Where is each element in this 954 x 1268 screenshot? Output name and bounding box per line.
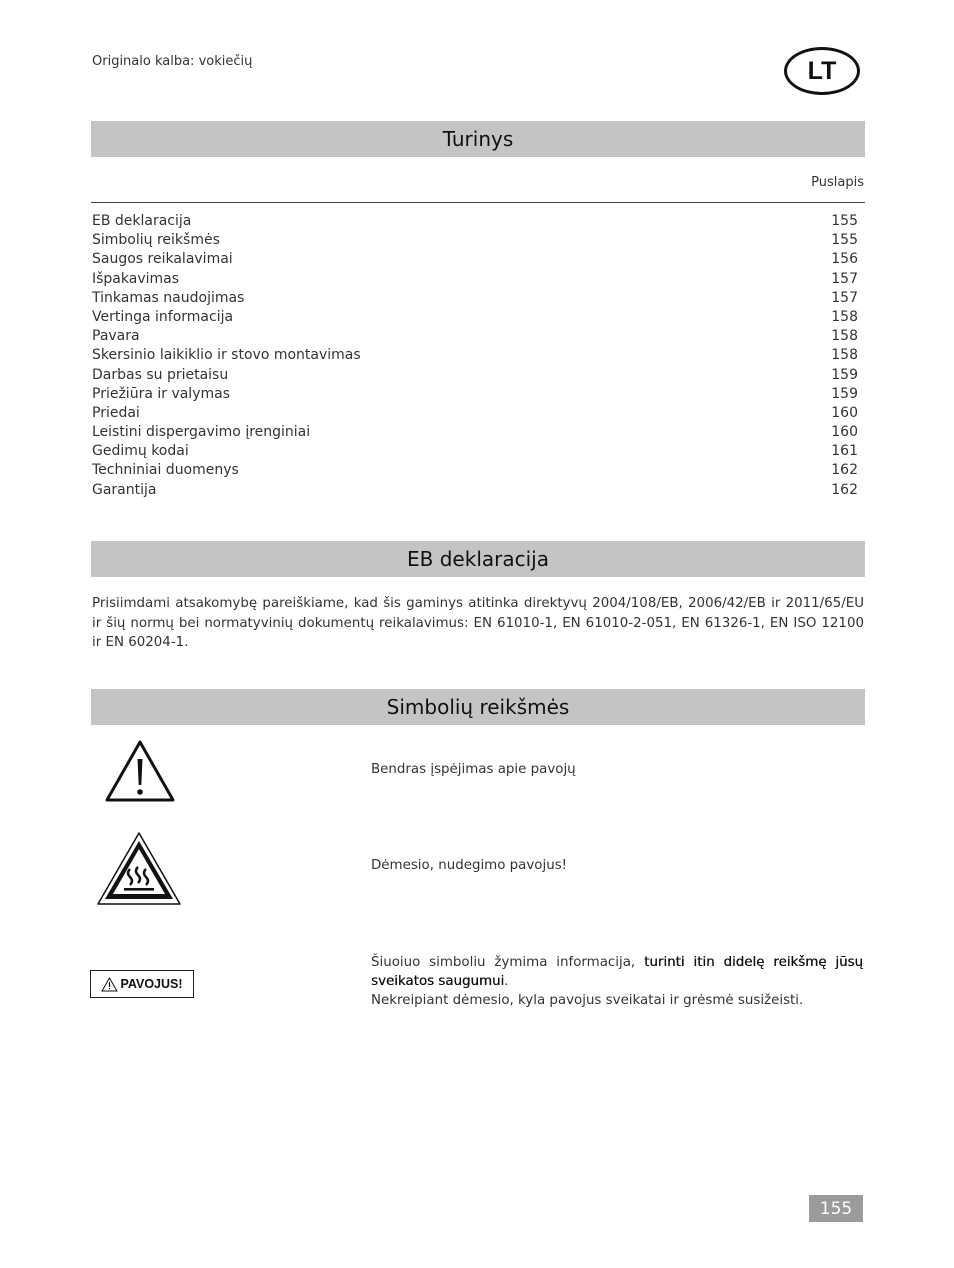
- eb-heading: EB deklaracija: [91, 541, 865, 577]
- toc-entry: [92, 442, 858, 461]
- warning-triangle-icon: [104, 739, 176, 803]
- toc-entry: [92, 366, 858, 385]
- toc-entry-page: 158: [831, 347, 858, 364]
- toc-entry-label: Išpakavimas: [92, 270, 180, 287]
- danger-text-part2: .: [504, 974, 509, 989]
- page-number: 155: [809, 1195, 863, 1222]
- toc-entry-label: Saugos reikalavimai: [92, 251, 233, 268]
- toc-entry: [92, 461, 858, 480]
- toc-entry: [92, 212, 858, 231]
- table-of-contents: [92, 212, 858, 500]
- language-badge: LT: [784, 47, 860, 95]
- danger-label-text: PAVOJUS!: [120, 977, 183, 991]
- toc-entry-page: 158: [831, 308, 858, 325]
- danger-label: [90, 970, 194, 998]
- toc-entry-page: 157: [831, 270, 858, 287]
- hot-surface-icon: [97, 832, 181, 906]
- toc-entry: [92, 308, 858, 327]
- toc-entry: [92, 289, 858, 308]
- toc-entry-page: 155: [831, 232, 858, 249]
- danger-text-part3: Nekreipiant dėmesio, kyla pavojus sveikatai ir grėsmė susižeisti.: [371, 993, 804, 1008]
- toc-entry-label: Techniniai duomenys: [92, 462, 239, 479]
- toc-entry-page: 160: [831, 424, 858, 441]
- symbols-heading: Simbolių reikšmės: [91, 689, 865, 725]
- toc-entry-label: Priežiūra ir valymas: [92, 385, 230, 402]
- toc-entry: [92, 423, 858, 442]
- danger-description: [371, 953, 863, 1010]
- toc-entry: [92, 250, 858, 269]
- toc-entry-label: Darbas su prietaisu: [92, 366, 229, 383]
- toc-entry-label: Leistini dispergavimo įrenginiai: [92, 424, 311, 441]
- eb-declaration-text: Prisiimdami atsakomybę pareiškiame, kad šis gaminys atitinka direktyvų 2004/108/EB, 2006/42/EB ir 2011/65/EU ir šių normų bei normatyvinių dokumentų reikalavimus: EN 61010-1, EN 61010-2-051, EN 61326-1, EN ISO 12100 ir EN 60204-1.: [92, 596, 864, 650]
- toc-entry: [92, 270, 858, 289]
- toc-entry-label: Garantija: [92, 481, 157, 498]
- toc-entry-label: Priedai: [92, 404, 140, 421]
- toc-entry-label: Gedimų kodai: [92, 443, 189, 460]
- danger-text-part1: Šiuoiuo simboliu žymima informacija,: [371, 955, 645, 970]
- toc-entry-page: 156: [831, 251, 858, 268]
- toc-entry: [92, 404, 858, 423]
- toc-entry-label: Vertinga informacija: [92, 308, 234, 325]
- page-column-label: Puslapis: [811, 175, 864, 190]
- toc-entry-page: 158: [831, 328, 858, 345]
- toc-entry: [92, 327, 858, 346]
- toc-entry-label: Tinkamas naudojimas: [92, 289, 245, 306]
- toc-entry: [92, 231, 858, 250]
- toc-entry-page: 159: [831, 366, 858, 383]
- toc-entry-label: Simbolių reikšmės: [92, 232, 220, 249]
- toc-entry-page: 157: [831, 289, 858, 306]
- toc-entry-page: 159: [831, 385, 858, 402]
- toc-entry-label: Skersinio laikiklio ir stovo montavimas: [92, 347, 361, 364]
- toc-entry-page: 155: [831, 213, 858, 229]
- toc-divider: [91, 202, 865, 203]
- toc-entry-page: 162: [831, 481, 858, 498]
- toc-heading: Turinys: [91, 121, 865, 157]
- toc-entry-label: EB deklaracija: [92, 213, 192, 229]
- toc-entry-page: 162: [831, 462, 858, 479]
- toc-entry-page: 161: [831, 443, 858, 460]
- toc-entry: [92, 481, 858, 500]
- original-language-note: Originalo kalba: vokiečių: [92, 54, 253, 69]
- danger-text-emphasis: turinti itin didelę reikšmę jūsų sveikatos saugumui: [371, 955, 863, 989]
- burn-warning-text: Dėmesio, nudegimo pavojus!: [371, 858, 568, 873]
- toc-entry: [92, 346, 858, 365]
- warning-triangle-icon: [101, 977, 118, 992]
- general-warning-text: Bendras įspėjimas apie pavojų: [371, 762, 576, 777]
- toc-entry: [92, 385, 858, 404]
- toc-entry-page: 160: [831, 404, 858, 421]
- toc-entry-label: Pavara: [92, 328, 140, 345]
